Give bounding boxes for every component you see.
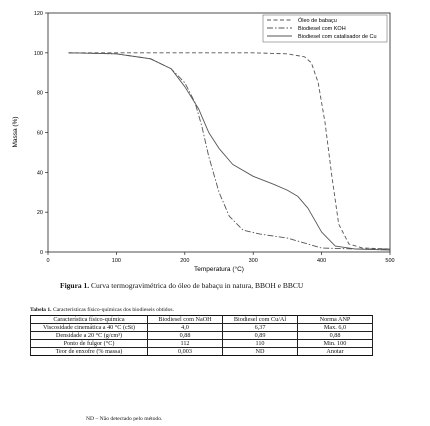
table-header-row — [31, 316, 373, 324]
table-row — [31, 332, 373, 340]
header-characteristic: Característica físico-química — [31, 316, 148, 324]
table-row — [31, 324, 373, 332]
y-tick-label: 20 — [36, 210, 43, 217]
legend-label-1: Óleo de babaçu — [298, 18, 337, 24]
x-tick-label: 0 — [46, 258, 50, 264]
y-tick-label: 120 — [33, 11, 43, 17]
y-tick-label: 0 — [39, 250, 43, 256]
table-cell: 0,003 — [148, 348, 223, 356]
legend-label-2: Biodiesel com KOH — [298, 26, 346, 32]
figure-caption-bold: Figura 1. — [60, 281, 90, 290]
plot-area-frame — [48, 13, 390, 252]
table-cell: 0,89 — [223, 332, 298, 340]
table-cell: Max. 6,0 — [298, 324, 373, 332]
y-tick-label: 40 — [36, 170, 43, 177]
table-cell: 0,88 — [148, 332, 223, 340]
header-norma-anp: Norma ANP — [298, 316, 373, 324]
series-line-2 — [69, 53, 390, 249]
x-tick-label: 300 — [248, 258, 258, 264]
legend — [263, 15, 387, 42]
table-cell: ND — [223, 348, 298, 356]
table-cell: 6,37 — [223, 324, 298, 332]
table-cell: 112 — [148, 340, 223, 348]
y-tick-label: 100 — [33, 50, 43, 57]
table-row — [31, 348, 373, 356]
table-cell: Teor de enxofre (% massa) — [31, 348, 148, 356]
table-cell: 110 — [223, 340, 298, 348]
table-note: ND – Não detectado pelo método. — [86, 416, 163, 422]
x-tick-label: 400 — [317, 258, 327, 264]
table-cell: 4,0 — [148, 324, 223, 332]
x-tick-label: 500 — [385, 258, 395, 264]
table-cell: Densidade a 20 °C (g/cm³) — [31, 332, 148, 340]
figure-caption — [60, 281, 400, 290]
table-cell: 0,88 — [298, 332, 373, 340]
y-tick-label: 60 — [36, 130, 43, 137]
table-cell: Viscosidade cinemática a 40 °C (cSt) — [31, 324, 148, 332]
table-row — [31, 340, 373, 348]
table-caption-text: Características físico-químicas dos biodieseis obtidos. — [51, 307, 174, 313]
y-axis-label: Massa (%) — [12, 116, 19, 148]
x-axis-label: Temperatura (°C) — [194, 266, 244, 273]
table-caption — [30, 307, 174, 313]
header-biodiesel-cual: Biodiesel com Cu/Al — [223, 316, 298, 324]
legend-label-3: Biodiesel com catalisador de Cu — [298, 34, 377, 40]
table-cell: Min. 100 — [298, 340, 373, 348]
x-tick-label: 100 — [111, 258, 121, 264]
table-cell: Ponto de fulgor (°C) — [31, 340, 148, 348]
y-tick-label: 80 — [36, 90, 43, 97]
series-line-1 — [69, 53, 390, 249]
table-cell: Anotar — [298, 348, 373, 356]
header-biodiesel-naoh: Biodiesel com NaOH — [148, 316, 223, 324]
series-line-3 — [69, 53, 390, 250]
properties-table — [30, 315, 373, 356]
x-tick-label: 200 — [180, 258, 190, 264]
figure-caption-text: Curva termogravimétrica do óleo de babaçu in natura, BBOH e BBCU — [89, 281, 304, 290]
table-caption-bold: Tabela 1. — [30, 307, 52, 313]
